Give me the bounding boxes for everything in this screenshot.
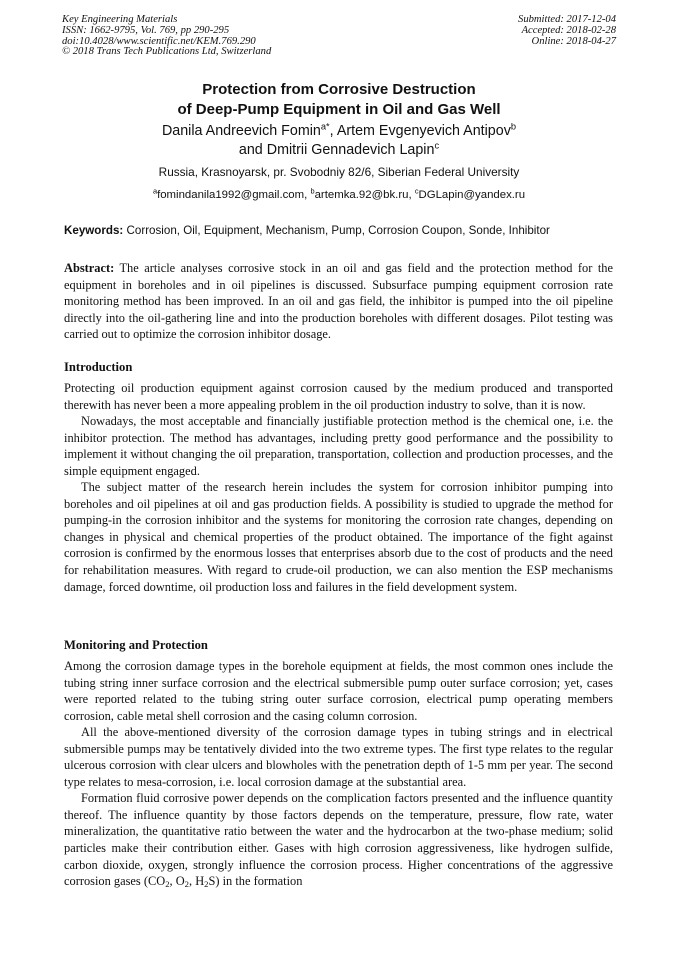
author-1-sup: a* xyxy=(320,121,330,132)
dates-info xyxy=(518,15,616,47)
author-3-name: Dmitrii Gennadevich Lapin xyxy=(266,142,435,158)
introduction-section xyxy=(64,380,613,595)
author-1-name: Danila Andreevich Fomin xyxy=(161,123,321,139)
intro-paragraph-2: Nowadays, the most acceptable and financially justifiable protection method is the chemical one, i.e. the inhibitor protection. The method has advantages, including pretty good performance and the possibility to implement it without changing the oil preparation, transportation, collection and production processes, and the simple equipment engaged. xyxy=(64,414,613,478)
formula-co2: $CO_2$ xyxy=(147,874,170,890)
monitoring-paragraph-1: Among the corrosion damage types in the borehole equipment at fields, the most common ones include the tubing string inner surface corrosion and the electrical submersible pump outer surface corrosion; yet, cases were reported related to the tubing string outer surface corrosion, electrical pump operating members corrosion, cable metal shell corrosion and the casing column corrosion. xyxy=(64,659,613,723)
author-2-sup: b xyxy=(510,121,517,132)
journal-info xyxy=(62,15,271,58)
online-date: Online: 2018-04-27 xyxy=(531,35,616,47)
paper-title xyxy=(40,80,638,120)
monitoring-heading: Monitoring and Protection xyxy=(64,638,208,652)
author-3-sup: c xyxy=(434,140,440,151)
keywords xyxy=(64,223,616,238)
issn-line: ISSN: 1662-9795, Vol. 769, pp 290-295 xyxy=(62,24,230,36)
introduction-heading: Introduction xyxy=(64,360,133,374)
keywords-label: Keywords: xyxy=(64,224,124,237)
monitoring-paragraph-2: All the above-mentioned diversity of the corrosion damage types in tubing strings and in electrical submersible pumps may be tentatively divided into the two extreme types. The first type relates to the regular ulcerous corrosion with clear ulcers and blowholes with the penetration depth of 1-5 mm per year. The second type relates to mesa-corrosion, i.e. local corrosion damage at the substantial area. xyxy=(64,725,613,789)
email-b[interactable]: artemka.92@bk.ru xyxy=(314,189,409,201)
intro-paragraph-3: The subject matter of the research herein includes the system for corrosion inhibitor pumping into boreholes and oil pipelines at oil and gas production fields. A possibility is studied to upgrade the method for pumping-in the corrosion inhibitor and the systems for monitoring the corrosion rate changes, depending on changes in physical and chemical properties of the product obtained. The importance of the fight against corrosion is confirmed by the enormous losses that enterprises absorb due to the cost of products and the need for rehabilitation measures. With regard to crude-oil production, we can also mention the ESP mechanisms damage, forced downtime, oil production loss and failures in the field development system. xyxy=(64,480,613,594)
email-c-sup: c xyxy=(414,186,419,196)
email-a-sup: a xyxy=(152,186,158,196)
doi-line: doi:10.4028/www.scientific.net/KEM.769.290 xyxy=(62,35,256,47)
author-and: and xyxy=(238,142,263,158)
formula-o2: $O_2$ xyxy=(175,874,189,890)
email-b-sup: b xyxy=(310,186,315,196)
formula-h2s: $H_2S$ xyxy=(195,874,216,890)
author-2-name: Artem Evgenyevich Antipov xyxy=(336,123,511,139)
affiliation: Russia, Krasnoyarsk, pr. Svobodniy 82/6, Siberian Federal University xyxy=(158,165,520,179)
copyright-line: © 2018 Trans Tech Publications Ltd, Switzerland xyxy=(62,46,272,58)
monitoring-paragraph-3: Formation fluid corrosive power depends on the complication factors presented and the influence quantity thereof. The influence quantity by those factors depends on the temperature, pressure, flow rate, water mineralization, the quantitative ratio between the water and the hydrocarbon at the two-phase medium; solid particles make their contribution either. Gases with high corrosion aggressiveness, like hydrogen sulfide, carbon dioxide, oxygen, strongly influence the corrosion process. Higher concentrations of the aggressive corrosion gases ($CO_2$, $O_2$, $H_2S$) in the formation xyxy=(64,791,613,890)
email-c[interactable]: DGLapin@yandex.ru xyxy=(418,189,526,201)
email-a[interactable]: fomindanila1992@gmail.com xyxy=(157,189,305,201)
author-list: Danila Andreevich Fomin$^{a*}$, Artem Evgenyevich Antipov$^b$ and Dmitrii Gennadevich Lapin$^c$ xyxy=(161,121,517,158)
author-emails: $^a$fomindanila1992@gmail.com, $^b$artemka.92@bk.ru, $^c$DGLapin@yandex.ru xyxy=(152,186,526,201)
abstract-label: Abstract: xyxy=(64,261,115,275)
journal-name: Key Engineering Materials xyxy=(62,14,178,25)
abstract-text: The article analyses corrosive stock in an oil and gas field and the protection method for the equipment in boreholes and in oil pipelines is discussed. Subsurface pumping equipment corrosion rate monitoring method has been improved. In an oil and gas field, the inhibitor is pumped into the oil pipeline directly into the oil-gathering line and into the production boreholes with different dosages. Pilot testing was carried out to optimize the corrosion inhibitor dosage. xyxy=(64,261,613,342)
title-line-1: Protection from Corrosive Destruction xyxy=(202,81,476,98)
accepted-date: Accepted: 2018-02-28 xyxy=(521,24,616,36)
abstract xyxy=(64,260,613,343)
monitoring-section xyxy=(64,658,613,890)
intro-paragraph-1: Protecting oil production equipment against corrosion caused by the medium produced and transported therewith has never been a more appealing problem in the oil production industry to solve, than it is now. xyxy=(64,381,613,412)
submitted-date: Submitted: 2017-12-04 xyxy=(518,14,616,25)
title-line-2: of Deep-Pump Equipment in Oil and Gas Well xyxy=(177,101,501,118)
keywords-text: Corrosion, Oil, Equipment, Mechanism, Pump, Corrosion Coupon, Sonde, Inhibitor xyxy=(126,224,550,237)
